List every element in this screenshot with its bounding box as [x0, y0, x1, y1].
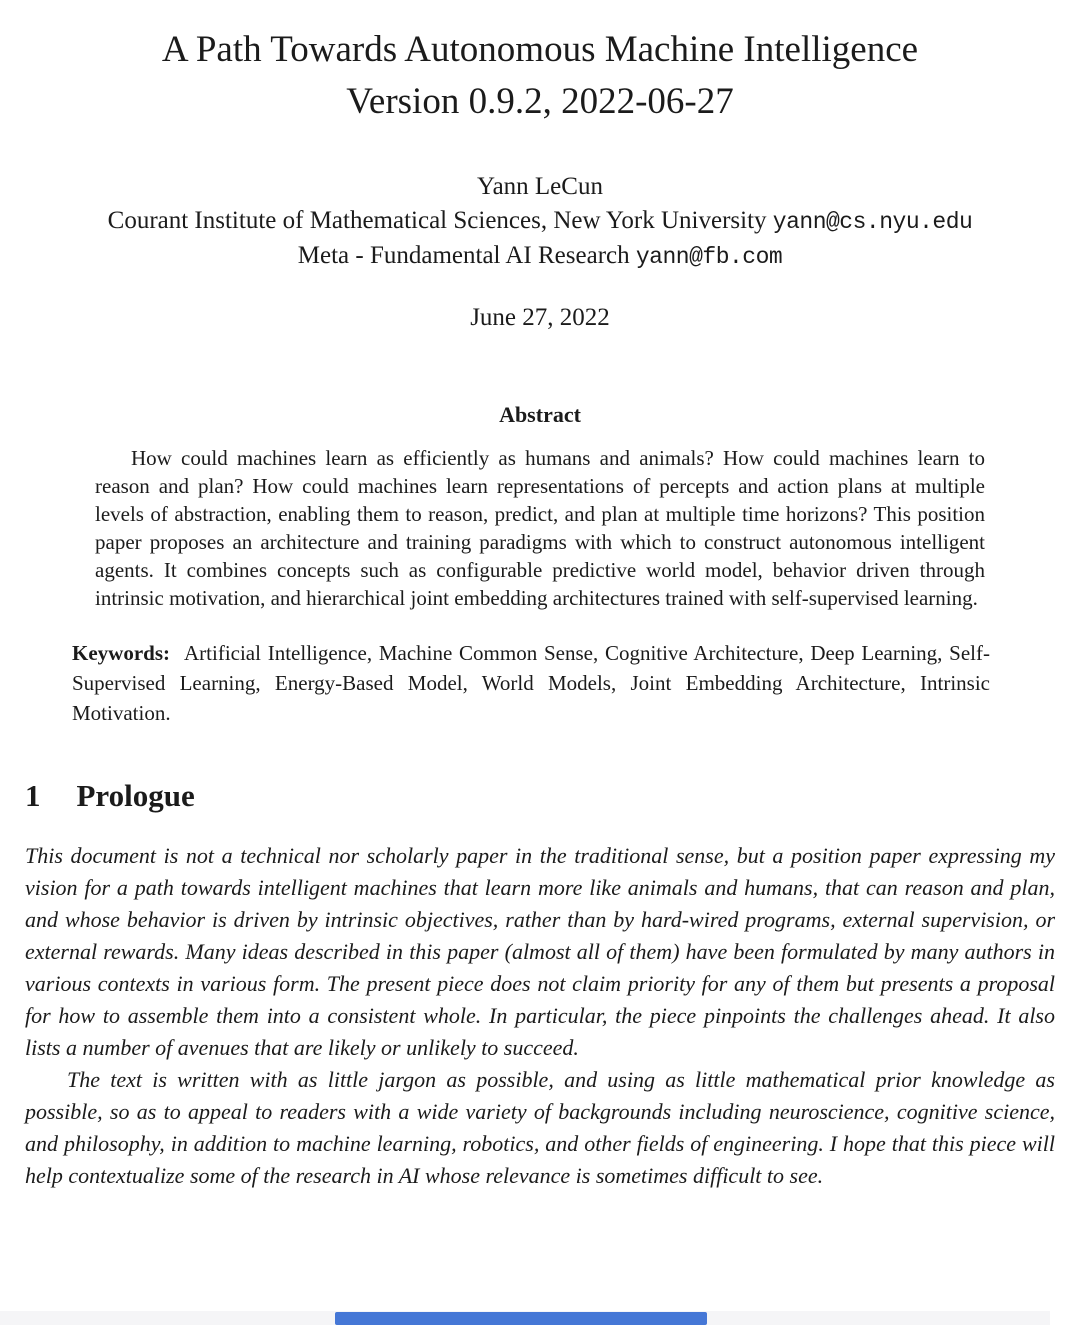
prologue-paragraph-2: The text is written with as little jargon as possible, and using as little mathematical prior knowledge as possible, so as to appeal to readers with a wide variety of backgrounds including neuroscience, cognitive science, and philosophy, in addition to machine learning, robotics, and other fields of engineering. I hope that this piece will help contextualize some of the research in AI whose relevance is sometimes difficult to see. — [25, 1067, 1055, 1188]
paper-title-line2: Version 0.9.2, 2022-06-27 — [346, 81, 734, 122]
keywords-text: Artificial Intelligence, Machine Common Sense, Cognitive Architecture, Deep Learning, Self-Supervised Learning, Energy-Based Model, World Models, Joint Embedding Architecture, Intrinsic Motivation. — [72, 641, 990, 725]
author-block — [0, 170, 1080, 274]
affiliation-line-2 — [0, 239, 1080, 274]
affiliation-2-email: yann@fb.com — [635, 244, 783, 270]
progress-bar — [335, 1312, 707, 1325]
section-heading-prologue — [25, 778, 1080, 814]
keywords-label: Keywords: — [72, 641, 170, 665]
section-title: Prologue — [76, 778, 195, 813]
prologue-paragraph-1: This document is not a technical nor scholarly paper in the traditional sense, but a position paper expressing my vision for a path towards intelligent machines that learn more like animals and humans, that can reason and plan, and whose behavior is driven by intrinsic objectives, rather than by hard-wired programs, external supervision, or external rewards. Many ideas described in this paper (almost all of them) have been formulated by many authors in various contexts in various form. The present piece does not claim priority for any of them but presents a proposal for how to assemble them into a consistent whole. In particular, the piece pinpoints the challenges ahead. It also lists a number of avenues that are likely or unlikely to succeed. — [25, 843, 1055, 1060]
keywords-paragraph — [72, 638, 990, 728]
affiliation-line-1 — [0, 204, 1080, 239]
affiliation-1-text: Courant Institute of Mathematical Sciences, New York University — [107, 207, 773, 234]
paper-title-line1: A Path Towards Autonomous Machine Intelligence — [161, 29, 919, 70]
affiliation-1-email: yann@cs.nyu.edu — [772, 209, 973, 235]
abstract-heading: Abstract — [499, 402, 581, 427]
title-block — [0, 0, 1080, 128]
author-name: Yann LeCun — [477, 173, 603, 200]
section-number: 1 — [25, 778, 41, 813]
affiliation-2-text: Meta - Fundamental AI Research — [297, 242, 636, 269]
abstract-text: How could machines learn as efficiently as humans and animals? How could machines learn to reason and plan? How could machines learn representations of percepts and action plans at multiple levels of abstraction, enabling them to reason, predict, and plan at multiple time horizons? This position paper proposes an architecture and training paradigms with which to construct autonomous intelligent agents. It combines concepts such as configurable predictive world model, behavior driven through intrinsic motivation, and hierarchical joint embedding architectures trained with self-supervised learning. — [95, 446, 985, 610]
paper-date: June 27, 2022 — [470, 304, 610, 331]
